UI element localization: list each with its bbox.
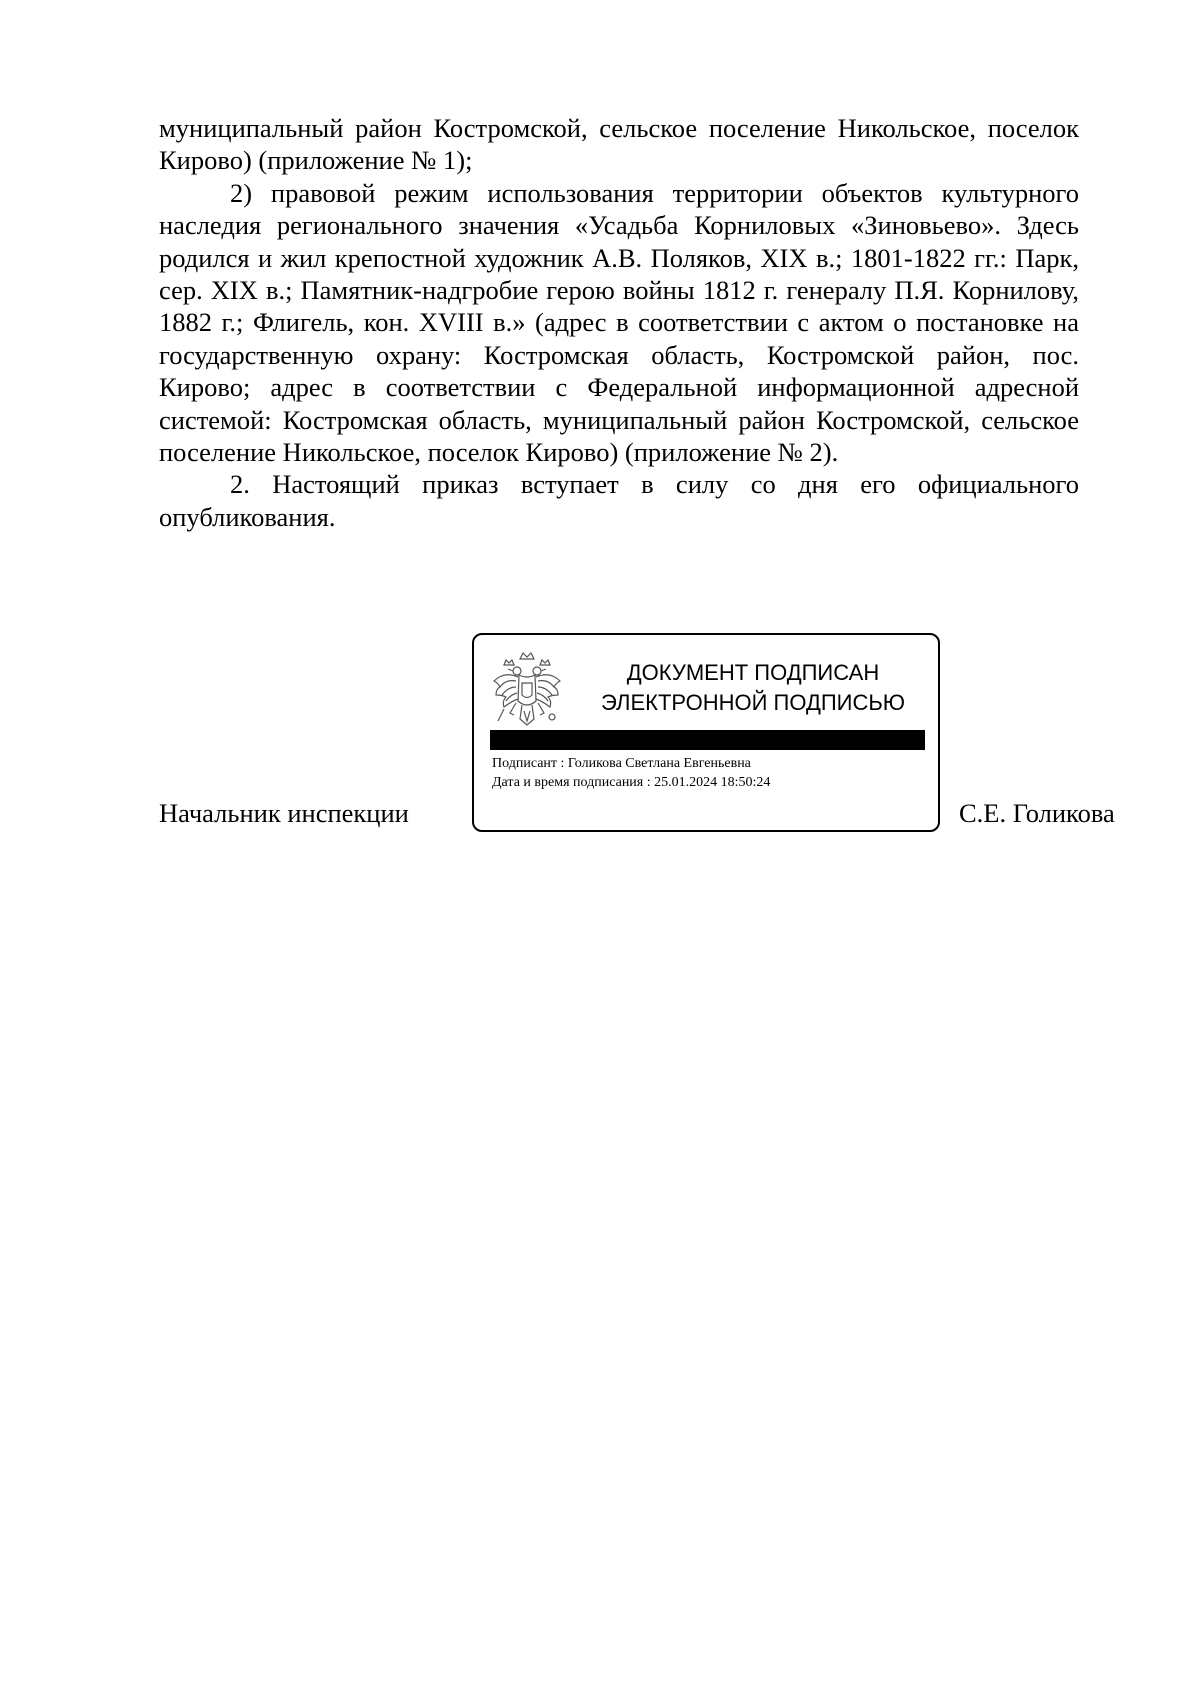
signer-name: С.Е. Голикова — [959, 798, 1115, 828]
stamp-datetime-line: Дата и время подписания : 25.01.2024 18:50:24 — [492, 775, 771, 790]
paragraph-1: муниципальный район Костромской, сельское поселение Никольское, поселок Кирово) (приложение № 1); — [159, 113, 1079, 176]
stamp-signer-line: Подписант : Голикова Светлана Евгеньевна — [492, 756, 751, 771]
electronic-signature-stamp — [472, 633, 940, 832]
document-body — [159, 112, 1079, 533]
stamp-heading — [578, 658, 928, 718]
paragraph-3: 2. Настоящий приказ вступает в силу со дня его официального опубликования. — [159, 469, 1079, 532]
signer-position: Начальник инспекции — [159, 798, 409, 828]
stamp-heading-line-2: ЭЛЕКТРОННОЙ ПОДПИСЬЮ — [600, 690, 906, 715]
stamp-certificate-bar — [490, 730, 925, 750]
russian-coat-of-arms-icon — [490, 649, 564, 731]
stamp-heading-line-1: ДОКУМЕНТ ПОДПИСАН — [626, 660, 880, 685]
paragraph-2: 2) правовой режим использования территории объектов культурного наследия регионального значения «Усадьба Корниловых «Зиновьево». Здесь родился и жил крепостной художник А.В. Поляков, XIX в.; 1801-1822 гг.: Парк, сер. XIX в.; Памятник-надгробие герою войны 1812 г. генералу П.Я. Корнилову, 1882 г.; Флигель, кон. XVIII в.» (адрес в соответствии с актом о постановке на государственную охрану: Костромская область, Костромской район, пос. Кирово; адрес в соответствии с Федеральной информационной адресной системой: Костромская область, муниципальный район Костромской, сельское поселение Никольское, поселок Кирово) (приложение № 2). — [159, 177, 1079, 468]
